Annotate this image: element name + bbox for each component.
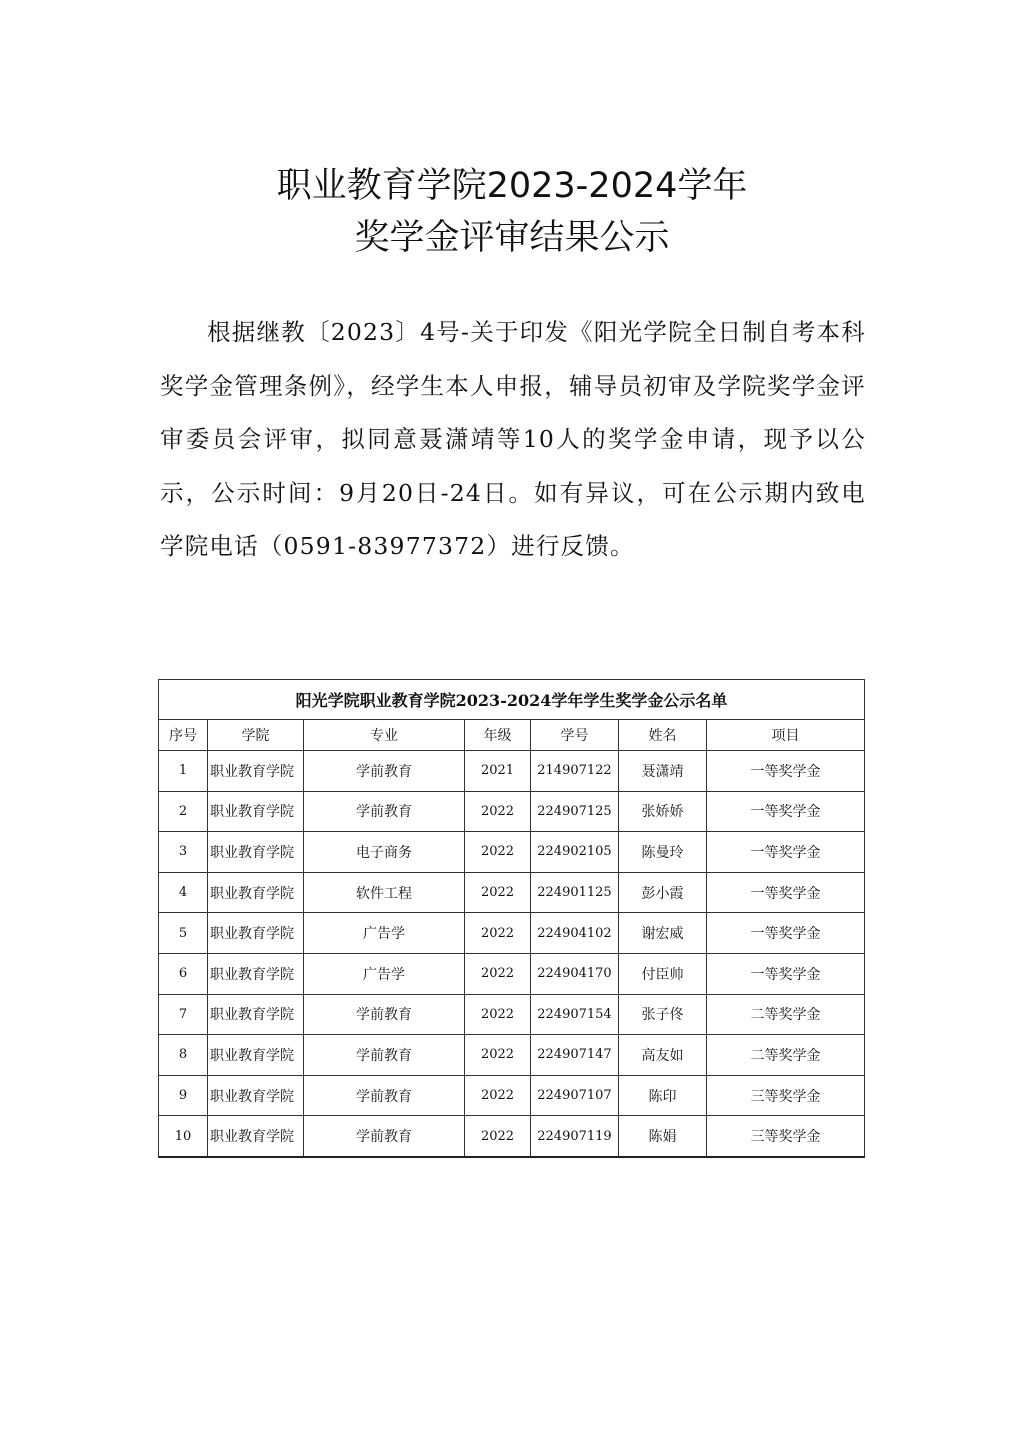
row-name: 陈娟 [619, 1116, 707, 1157]
row-student-id: 224907125 [531, 791, 619, 832]
row-index: 3 [159, 832, 208, 873]
row-major: 电子商务 [304, 832, 465, 873]
row-award: 三等奖学金 [707, 1116, 865, 1157]
row-major: 学前教育 [304, 1035, 465, 1076]
table-row [159, 1116, 865, 1157]
notice-paragraph: 根据继教〔2023〕4号-关于印发《阳光学院全日制自考本科奖学金管理条例》，经学生本人申报，辅导员初审及学院奖学金评审委员会评审，拟同意聂潇靖等10人的奖学金申请，现予以公示，公示时间：9月20日-24日。如有异议，可在公示期内致电学院电话（0591-83977372）进行反馈。 [160, 318, 866, 560]
row-major: 软件工程 [304, 872, 465, 913]
row-index: 4 [159, 872, 208, 913]
row-student-id: 224907154 [531, 994, 619, 1035]
row-college: 职业教育学院 [208, 872, 304, 913]
table-header-row [159, 720, 865, 751]
row-index: 7 [159, 994, 208, 1035]
row-award: 一等奖学金 [707, 791, 865, 832]
table-row [159, 1075, 865, 1116]
row-index: 1 [159, 751, 208, 792]
row-college: 职业教育学院 [208, 751, 304, 792]
row-award: 二等奖学金 [707, 994, 865, 1035]
table-row [159, 751, 865, 792]
row-award: 一等奖学金 [707, 953, 865, 994]
row-index: 5 [159, 913, 208, 954]
row-award: 一等奖学金 [707, 751, 865, 792]
row-college: 职业教育学院 [208, 913, 304, 954]
row-grade: 2021 [465, 751, 531, 792]
row-student-id: 224904102 [531, 913, 619, 954]
row-award: 二等奖学金 [707, 1035, 865, 1076]
row-student-id: 224904170 [531, 953, 619, 994]
table-row [159, 832, 865, 873]
row-award: 三等奖学金 [707, 1075, 865, 1116]
row-name: 付臣帅 [619, 953, 707, 994]
table-row [159, 1035, 865, 1076]
row-college: 职业教育学院 [208, 1116, 304, 1157]
row-index: 8 [159, 1035, 208, 1076]
page-title [0, 160, 1024, 264]
row-major: 广告学 [304, 913, 465, 954]
row-award: 一等奖学金 [707, 872, 865, 913]
row-student-id: 224907119 [531, 1116, 619, 1157]
row-college: 职业教育学院 [208, 953, 304, 994]
table-row [159, 994, 865, 1035]
row-student-id: 224902105 [531, 832, 619, 873]
row-name: 张娇娇 [619, 791, 707, 832]
row-grade: 2022 [465, 791, 531, 832]
row-grade: 2022 [465, 913, 531, 954]
row-major: 学前教育 [304, 751, 465, 792]
row-grade: 2022 [465, 1035, 531, 1076]
row-college: 职业教育学院 [208, 1075, 304, 1116]
table-row [159, 872, 865, 913]
header-major: 专业 [304, 720, 465, 751]
scholarship-list-table [158, 679, 865, 1158]
row-student-id: 214907122 [531, 751, 619, 792]
row-college: 职业教育学院 [208, 791, 304, 832]
header-award: 项目 [707, 720, 865, 751]
row-college: 职业教育学院 [208, 832, 304, 873]
row-award: 一等奖学金 [707, 913, 865, 954]
row-grade: 2022 [465, 994, 531, 1035]
row-index: 6 [159, 953, 208, 994]
row-major: 学前教育 [304, 791, 465, 832]
row-grade: 2022 [465, 953, 531, 994]
row-name: 张子佟 [619, 994, 707, 1035]
row-index: 10 [159, 1116, 208, 1157]
row-grade: 2022 [465, 1075, 531, 1116]
row-major: 学前教育 [304, 1116, 465, 1157]
row-name: 高友如 [619, 1035, 707, 1076]
table-row [159, 913, 865, 954]
row-student-id: 224907147 [531, 1035, 619, 1076]
header-college: 学院 [208, 720, 304, 751]
table-row [159, 791, 865, 832]
row-grade: 2022 [465, 872, 531, 913]
row-index: 2 [159, 791, 208, 832]
row-college: 职业教育学院 [208, 1035, 304, 1076]
row-major: 广告学 [304, 953, 465, 994]
page-title-line1: 职业教育学院2023-2024学年 [276, 166, 748, 206]
row-name: 谢宏威 [619, 913, 707, 954]
row-name: 彭小霞 [619, 872, 707, 913]
row-grade: 2022 [465, 1116, 531, 1157]
row-student-id: 224907107 [531, 1075, 619, 1116]
row-name: 陈曼玲 [619, 832, 707, 873]
page-title-line2: 奖学金评审结果公示 [354, 218, 670, 258]
header-student-id: 学号 [531, 720, 619, 751]
row-college: 职业教育学院 [208, 994, 304, 1035]
header-grade: 年级 [465, 720, 531, 751]
row-name: 陈印 [619, 1075, 707, 1116]
table-row [159, 953, 865, 994]
row-grade: 2022 [465, 832, 531, 873]
row-name: 聂潇靖 [619, 751, 707, 792]
table-caption: 阳光学院职业教育学院2023-2024学年学生奖学金公示名单 [159, 680, 865, 720]
header-index: 序号 [159, 720, 208, 751]
row-major: 学前教育 [304, 994, 465, 1035]
header-name: 姓名 [619, 720, 707, 751]
row-index: 9 [159, 1075, 208, 1116]
row-student-id: 224901125 [531, 872, 619, 913]
row-major: 学前教育 [304, 1075, 465, 1116]
row-award: 一等奖学金 [707, 832, 865, 873]
